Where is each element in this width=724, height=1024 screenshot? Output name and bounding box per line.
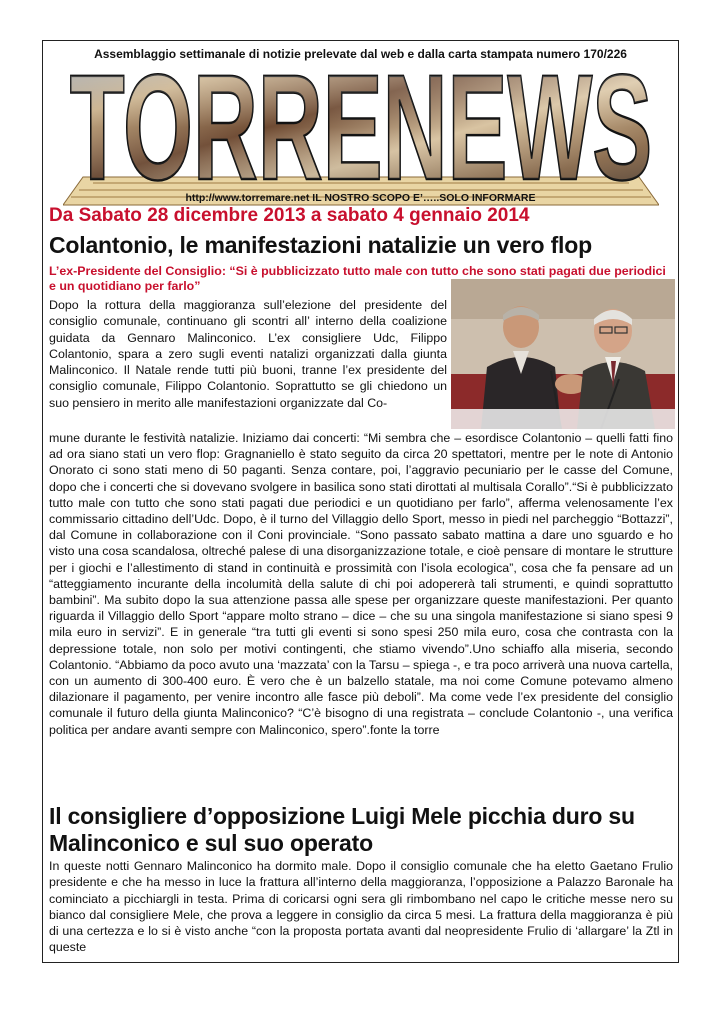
masthead-title-text: TORRENEWS — [69, 65, 653, 210]
masthead-logo — [63, 65, 659, 210]
article1-photo — [451, 279, 675, 429]
newsletter-tagline: Assemblaggio settimanale di notizie prelevate dal web e dalla carta stampata numero 170/226 — [94, 47, 627, 61]
article1-body: mune durante le festività natalizie. Iniziamo dai concerti: “Mi sembra che – esordisce Colantonio – quelli fatti fino ad ora siano stati un vero flop: Gragnaniello è stato seguito da circa 20 spettatori, mentre per le note di Antonio Onorato ci sono stati meno di 50 paganti. Senza contare, poi, l’aggravio pecuniario per le casse del Comune, dopo che i concerti che si dovevano svolgere in basilica sono stati dirottati al multisala Corallo”.“Si è pubblicizzato tutto male con tutto che sono stati pagati due periodici e un quotidiano per farlo”, afferma velenosamente l’ex commissario cittadino dell’Udc. Dopo, è il turno del Villaggio dello Sport, messo in piedi nel parcheggio “Bottazzi”, dal Comune in collaborazione con il Coni provinciale. “Sono passato sabato mattina a dare uno sguardo e ho visto una cosa scandalosa, oltreché palese di una disorganizzazione totale, e cioè pensare di montare le strutture per i giochi e l’allestimento di stand in continuità e prossimità con l’isola ecologica”, cosa che fa pensare ad un “atteggiamento incurante della incolumità della salute di chi poi adopererà tali strumenti, e quindi soprattutto bambini”. Ma subito dopo la sua attenzione passa alle spese per organizzare queste manifestazioni. Per quanto riguarda il Villaggio dello Sport “appare molto strano – dice – che su una singola manifestazione si siano spesi 9 mila euro in servizi”. E in generale “tra tutti gli eventi si sono spesi 250 mila euro, cosa che contrasta con la depressione totale, non solo per motivi contingenti, che stiamo vivendo”.Uno schiaffo alla miseria, secondo Colantonio. “Abbiamo da poco avuto una ‘mazzata’ con la Tarsu – spiega -, e tra poco arriverà una nuova cartella, con un aumento di 300-400 euro. È vero che è un balzello statale, ma noi come Comune potevamo almeno dilazionare il pagamento, per venire incontro alle fasce più deboli”. Ma come vede l’ex presidente del consiglio comunale il futuro della giunta Malinconico? “C’è bisogno di una registrata – conclude Colantonio -, una verifica politica per andare avanti sempre con Malinconico, spero”.fonte la torre — [49, 431, 673, 737]
article2-body: In queste notti Gennaro Malinconico ha dormito male. Dopo il consiglio comunale che ha eletto Gaetano Frulio presidente e che ha messo in luce la frattura all’interno della maggioranza, l’opposizione a Palazzo Baronale ha cominciato a picchiargli in testa. Prima di coricarsi ogni sera gli rimbombano nel capo le critiche messe nero su bianco dal consigliere Mele, che prova a leggere in consiglio da circa 5 mesi. La frattura della maggioranza è più di una certezza e lo si è visto anche “con la proposta portata avanti dal neopresidente Frulio di ‘allargare’ la Ztl in queste — [49, 859, 673, 955]
website-link[interactable]: http://www.torremare.net IL NOSTRO SCOPO E’…..SOLO INFORMARE — [185, 192, 536, 204]
article2-headline: Il consigliere d’opposizione Luigi Mele picchia duro su Malinconico e sul suo operato — [49, 803, 635, 856]
masthead-title-overlay: TORRENEWS — [69, 65, 653, 210]
article1-headline: Colantonio, le manifestazioni natalizie un vero flop — [49, 232, 592, 258]
newsletter-page — [42, 40, 679, 963]
article1-body-column: Dopo la rottura della maggioranza sull’elezione del presidente del consiglio comunale, continuano gli scontri all’ interno della coalizione guidata da Gennaro Malinconico. L’ex consigliere Udc, Filippo Colantonio, spara a zero sugli eventi natalizi organizzati dalla giunta Malinconico. Il Natale rende tutti più buoni, tranne l’ex presidente del consiglio comunale, Filippo Colantonio. Soprattutto se gli chiedono un suo pensiero in merito alle manifestazioni organizzate dal Co- — [49, 298, 447, 410]
article1-subtitle: L’ex-Presidente del Consiglio: “Si è pubblicizzato tutto male con tutto che sono stati pagati due periodici e un quotidiano per farlo” — [49, 264, 666, 293]
issue-date-range: Da Sabato 28 dicembre 2013 a sabato 4 gennaio 2014 — [49, 205, 530, 226]
